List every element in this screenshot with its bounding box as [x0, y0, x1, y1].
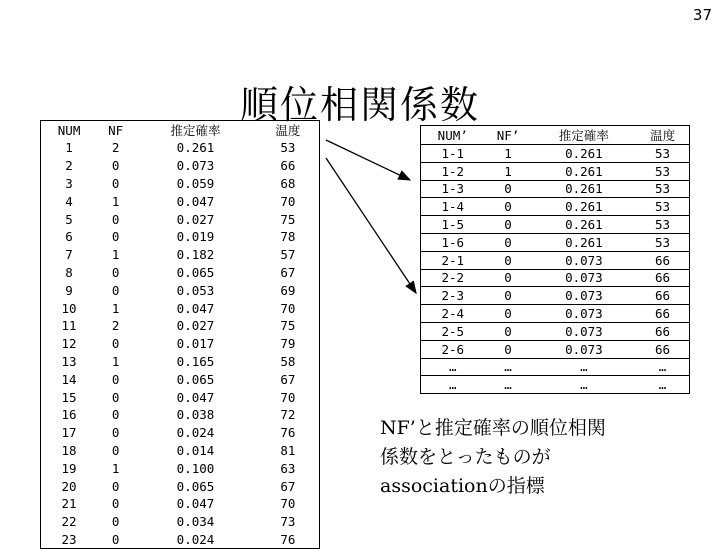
table-cell: 1-2: [421, 162, 485, 180]
table-cell: 0: [484, 216, 531, 234]
table-cell: 0.047: [176, 300, 215, 316]
column-header: NUM: [57, 122, 81, 138]
table-cell: 53: [636, 198, 689, 216]
table-cell: 75: [280, 318, 296, 334]
table-cell: 0.261: [176, 140, 215, 156]
table-cell: 1: [111, 300, 120, 316]
table-cell: 0: [484, 180, 531, 198]
table-cell: 0: [111, 425, 120, 441]
table-cell: 0.073: [532, 251, 637, 269]
table-cell: 0: [111, 478, 120, 494]
table-cell: 19: [61, 460, 77, 476]
table-cell: 22: [61, 514, 77, 530]
table-cell: 2-6: [421, 340, 485, 358]
table-cell: 53: [636, 216, 689, 234]
table-cell: 2-1: [421, 251, 485, 269]
table-cell: 0: [484, 305, 531, 323]
table-cell: 17: [61, 425, 77, 441]
note-line: 係数をとったものが: [380, 446, 551, 468]
table-cell: 11: [61, 318, 77, 334]
table-cell: 66: [636, 251, 689, 269]
table-cell: 12: [61, 336, 77, 352]
table-cell: 2-5: [421, 322, 485, 340]
table-cell: 14: [61, 371, 77, 387]
table-cell: 70: [280, 389, 296, 405]
table-cell: 0.073: [532, 340, 637, 358]
table-cell: 0.019: [176, 229, 215, 245]
table-cell: 70: [280, 300, 296, 316]
table-cell: 1-3: [421, 180, 485, 198]
table-cell: …: [532, 358, 637, 376]
table-cell: 6: [65, 229, 73, 245]
table-cell: 0: [484, 269, 531, 287]
table-cell: …: [532, 376, 637, 394]
table-cell: 7: [65, 247, 73, 263]
page-number: 37: [692, 6, 712, 24]
table-cell: 1: [111, 460, 120, 476]
table-cell: 0.014: [176, 442, 215, 458]
table-cell: 2-2: [421, 269, 485, 287]
table-cell: 2: [65, 158, 73, 174]
table-cell: …: [484, 358, 531, 376]
table-cell: 0.047: [176, 389, 215, 405]
table-cell: 0.261: [532, 180, 637, 198]
table-cell: 66: [280, 158, 296, 174]
column-header: 推定確率: [532, 126, 637, 145]
table-cell: 0: [111, 389, 120, 405]
table-cell: 73: [280, 514, 296, 530]
arrow-to-group-1: [326, 140, 410, 180]
table-cell: …: [636, 358, 689, 376]
table-cell: 0.065: [176, 264, 215, 280]
table-cell: 0.027: [176, 318, 215, 334]
column-header: NF: [108, 122, 124, 138]
table-cell: 58: [280, 353, 296, 369]
table-cell: 10: [61, 300, 77, 316]
table-cell: 53: [636, 162, 689, 180]
table-cell: 68: [280, 175, 296, 191]
table-cell: 2: [111, 140, 120, 156]
table-cell: …: [484, 376, 531, 394]
table-cell: 0.073: [532, 269, 637, 287]
table-cell: 1: [111, 353, 120, 369]
table-cell: 0.024: [176, 425, 215, 441]
table-cell: 1: [484, 145, 531, 163]
table-cell: 70: [280, 496, 296, 512]
table-cell: 53: [636, 180, 689, 198]
table-cell: 1: [65, 140, 73, 156]
table-cell: 0.027: [176, 211, 215, 227]
explanation-note: [380, 414, 680, 501]
table-cell: 1-6: [421, 233, 485, 251]
table-cell: 0: [484, 233, 531, 251]
table-cell: 0.073: [532, 305, 637, 323]
table-cell: 76: [280, 531, 296, 547]
table-cell: 0: [111, 264, 120, 280]
table-cell: 69: [280, 282, 296, 298]
table-cell: 1-4: [421, 198, 485, 216]
table-cell: 0: [111, 282, 120, 298]
table-cell: 0.100: [176, 460, 215, 476]
table-cell: 9: [65, 282, 73, 298]
table-cell: 0: [111, 496, 120, 512]
table-cell: 66: [636, 287, 689, 305]
table-cell: 0: [111, 442, 120, 458]
table-cell: 0.073: [176, 158, 215, 174]
table-cell: 5: [65, 211, 73, 227]
table-cell: 2-4: [421, 305, 485, 323]
table-cell: 0: [484, 287, 531, 305]
table-cell: 53: [636, 145, 689, 163]
table-cell: 67: [280, 371, 296, 387]
column-header: 温度: [275, 123, 301, 138]
table-cell: 57: [280, 247, 296, 263]
table-cell: 0.073: [532, 322, 637, 340]
table-cell: 21: [61, 496, 77, 512]
table-cell: 78: [280, 229, 296, 245]
table-cell: 0: [484, 251, 531, 269]
column-header: 推定確率: [170, 123, 221, 138]
table-cell: 66: [636, 269, 689, 287]
note-line: NF’と推定確率の順位相関: [380, 417, 606, 439]
table-cell: 0.073: [532, 287, 637, 305]
table-cell: 0: [111, 336, 120, 352]
column-header: NUM’: [421, 126, 485, 145]
table-cell: 13: [61, 353, 77, 369]
table-cell: 66: [636, 305, 689, 323]
table-cell: 66: [636, 322, 689, 340]
table-cell: 75: [280, 211, 296, 227]
table-cell: 0.261: [532, 216, 637, 234]
table-cell: 81: [280, 442, 296, 458]
table-cell: 0: [111, 407, 120, 423]
table-cell: 0.047: [176, 496, 215, 512]
column-header: NF’: [484, 126, 531, 145]
table-cell: 0.059: [176, 175, 215, 191]
table-cell: 4: [65, 193, 73, 209]
table-cell: 0: [484, 198, 531, 216]
table-cell: 76: [280, 425, 296, 441]
column-header: 温度: [636, 126, 689, 145]
table-cell: 0.017: [176, 336, 215, 352]
table-cell: 0: [484, 322, 531, 340]
table-cell: 1: [111, 247, 120, 263]
table-cell: 53: [636, 233, 689, 251]
table-cell: 0.261: [532, 162, 637, 180]
table-cell: 53: [280, 140, 296, 156]
table-cell: …: [421, 376, 485, 394]
table-cell: 0: [111, 229, 120, 245]
table-cell: 0: [111, 211, 120, 227]
table-cell: 15: [61, 389, 77, 405]
slide-title: 順位相関係数: [239, 83, 480, 127]
table-cell: 0.065: [176, 478, 215, 494]
table-cell: 0: [111, 175, 120, 191]
table-cell: 63: [280, 460, 296, 476]
table-cell: 0.047: [176, 193, 215, 209]
table-cell: 8: [65, 264, 73, 280]
note-line: associationの指標: [380, 475, 545, 497]
table-cell: 16: [61, 407, 77, 423]
table-cell: 2: [111, 318, 120, 334]
table-cell: 0: [111, 531, 120, 547]
table-cell: 1-1: [421, 145, 485, 163]
table-cell: 0.034: [176, 514, 215, 530]
table-cell: 23: [61, 531, 77, 547]
table-cell: 0.024: [176, 531, 215, 547]
table-cell: 0.065: [176, 371, 215, 387]
table-cell: 0: [111, 371, 120, 387]
table-cell: 0.053: [176, 282, 215, 298]
table-cell: 0.261: [532, 145, 637, 163]
table-cell: 3: [65, 175, 73, 191]
table-cell: 0.261: [532, 233, 637, 251]
table-cell: …: [636, 376, 689, 394]
table-cell: 72: [280, 407, 296, 423]
table-cell: 20: [61, 478, 77, 494]
table-cell: 67: [280, 264, 296, 280]
table-cell: 0.182: [176, 247, 215, 263]
table-cell: 0: [484, 340, 531, 358]
table-cell: 66: [636, 340, 689, 358]
table-cell: …: [421, 358, 485, 376]
table-cell: 67: [280, 478, 296, 494]
table-cell: 1: [484, 162, 531, 180]
table-cell: 18: [61, 442, 77, 458]
table-cell: 2-3: [421, 287, 485, 305]
table-cell: 0.261: [532, 198, 637, 216]
table-cell: 0: [111, 158, 120, 174]
arrow-to-group-2: [326, 158, 416, 293]
table-cell: 1: [111, 193, 120, 209]
table-cell: 70: [280, 193, 296, 209]
table-cell: 1-5: [421, 216, 485, 234]
table-cell: 0.165: [176, 353, 215, 369]
table-cell: 0: [111, 514, 120, 530]
table-cell: 79: [280, 336, 296, 352]
table-cell: 0.038: [176, 407, 215, 423]
